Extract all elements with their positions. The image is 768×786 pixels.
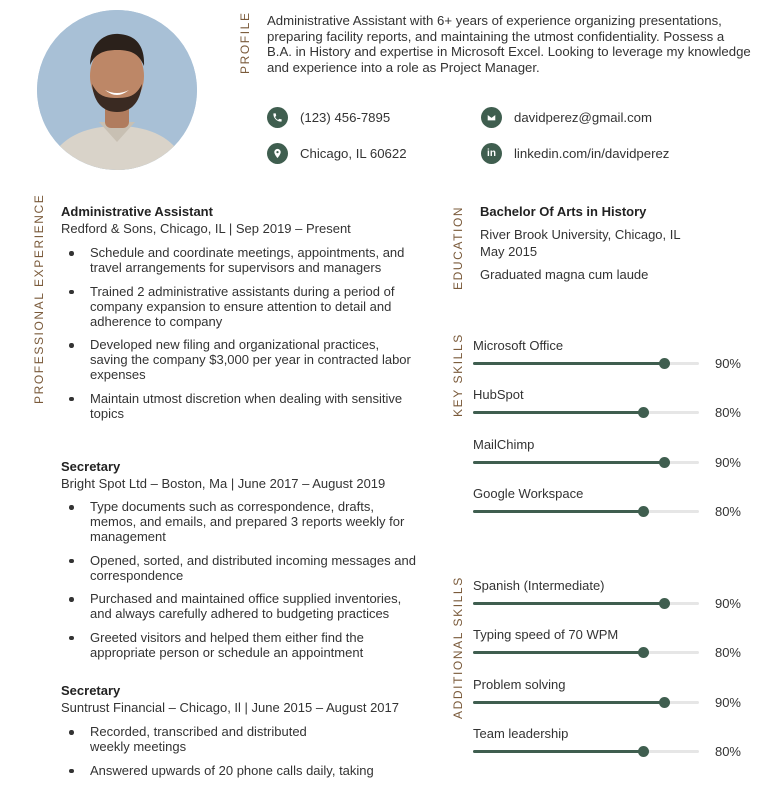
email-icon [481, 107, 502, 128]
skill-name: Microsoft Office [473, 338, 564, 353]
job-bullets [61, 245, 416, 429]
additional-skills-heading: ADDITIONAL SKILLS [451, 576, 465, 719]
education-heading: EDUCATION [451, 205, 465, 290]
skill-bar [473, 510, 699, 513]
skill-bar-fill [473, 750, 644, 753]
list-item: Type documents such as correspondence, drafts, memos, and emails, and prepared 3 reports weekly for management [61, 499, 416, 544]
skill-name: Typing speed of 70 WPM [473, 627, 619, 643]
list-item: Purchased and maintained office supplied inventories, and always carefully adhered to budgeting practices [61, 591, 416, 621]
list-item: Maintain utmost discretion when dealing with sensitive topics [61, 391, 416, 421]
skill-bar-fill [473, 461, 665, 464]
skill-bar-fill [473, 411, 644, 414]
skill-percent: 80% [714, 503, 741, 519]
skill-bar-knob [659, 358, 670, 369]
skill-name: Problem solving [473, 676, 566, 692]
skill-percent: 90% [714, 596, 741, 611]
skill-bar-knob [659, 457, 670, 468]
contact-phone [267, 107, 390, 128]
linkedin-icon: in [481, 143, 502, 164]
degree: Bachelor Of Arts in History [480, 204, 647, 219]
skill-percent: 90% [714, 356, 741, 371]
skill-bar [473, 362, 699, 365]
list-item: Answered upwards of 20 phone calls daily, taking [61, 763, 416, 778]
skill-bar-knob [638, 746, 649, 757]
skill-bar-knob [638, 506, 649, 517]
contact-linkedin [481, 143, 669, 164]
linkedin-text[interactable]: linkedin.com/in/davidperez [514, 146, 670, 161]
skill-name: HubSpot [473, 387, 524, 403]
skill-bar-knob [638, 647, 649, 658]
skill-bar-knob [659, 598, 670, 609]
job-bullets [61, 724, 416, 786]
skill-name: Spanish (Intermediate) [473, 578, 605, 593]
profile-photo [37, 10, 197, 170]
skill-bar-fill [473, 362, 665, 365]
job-title: Administrative Assistant [61, 204, 213, 219]
graduation-date: May 2015 [480, 244, 538, 259]
job-meta: Suntrust Financial – Chicago, Il | June 2015 – August 2017 [61, 700, 399, 715]
skill-bar [473, 411, 699, 414]
contact-email [481, 107, 652, 128]
skill-bar [473, 750, 699, 753]
list-item: Opened, sorted, and distributed incoming messages and correspondence [61, 553, 416, 583]
phone-icon [267, 107, 288, 128]
job-bullets [61, 499, 416, 668]
skill-bar-knob [659, 697, 670, 708]
job-title: Secretary [61, 459, 121, 474]
location-pin-icon [267, 143, 288, 164]
skill-bar-fill [473, 651, 644, 654]
job-meta: Redford & Sons, Chicago, IL | Sep 2019 – Present [61, 221, 351, 236]
list-item: Developed new filing and organizational practices, saving the company $3,000 per year in contracted labor expenses [61, 337, 416, 382]
email-text[interactable]: davidperez@gmail.com [514, 110, 652, 125]
skill-bar-fill [473, 701, 665, 704]
skill-percent: 80% [714, 405, 741, 421]
skill-bar-knob [638, 407, 649, 418]
list-item: Trained 2 administrative assistants during a period of company expansion to ensure attention to detail and adherence to company [61, 284, 416, 329]
skill-bar [473, 602, 699, 605]
skill-bar [473, 461, 699, 464]
list-item: Schedule and coordinate meetings, appointments, and travel arrangements for supervisors and managers [61, 245, 416, 275]
job-title: Secretary [61, 683, 121, 698]
skill-name: Google Workspace [473, 485, 584, 501]
skill-bar-fill [473, 602, 665, 605]
key-skills-heading: KEY SKILLS [451, 333, 465, 417]
skill-percent: 80% [714, 645, 741, 661]
location-text: Chicago, IL 60622 [300, 146, 407, 161]
person-portrait-icon [37, 10, 197, 170]
skill-name: MailChimp [473, 436, 535, 452]
skill-percent: 90% [714, 694, 741, 710]
skill-percent: 80% [714, 743, 741, 759]
list-item: Greeted visitors and helped them either find the appropriate person or schedule an appointment [61, 630, 416, 660]
honors: Graduated magna cum laude [480, 267, 649, 282]
contact-location [267, 143, 407, 164]
list-item: Recorded, transcribed and distributed weekly meetings [61, 724, 320, 754]
school: River Brook University, Chicago, IL [480, 227, 681, 242]
skill-name: Team leadership [473, 725, 569, 741]
skill-percent: 90% [714, 454, 741, 470]
profile-heading: PROFILE [238, 11, 252, 74]
phone-text: (123) 456-7895 [300, 110, 391, 125]
skill-bar [473, 651, 699, 654]
experience-heading: PROFESSIONAL EXPERIENCE [32, 193, 46, 404]
job-meta: Bright Spot Ltd – Boston, Ma | June 2017 – August 2019 [61, 476, 386, 491]
skill-bar-fill [473, 510, 644, 513]
profile-summary: Administrative Assistant with 6+ years of experience organizing presentations, preparing facility reports, and maintaining the utmost confidentiality. Possess a B.A. in History and expertise in Microsoft Excel. Looking to leverage my knowledge and experience into a role as Project Manager. [267, 13, 751, 75]
skill-bar [473, 701, 699, 704]
